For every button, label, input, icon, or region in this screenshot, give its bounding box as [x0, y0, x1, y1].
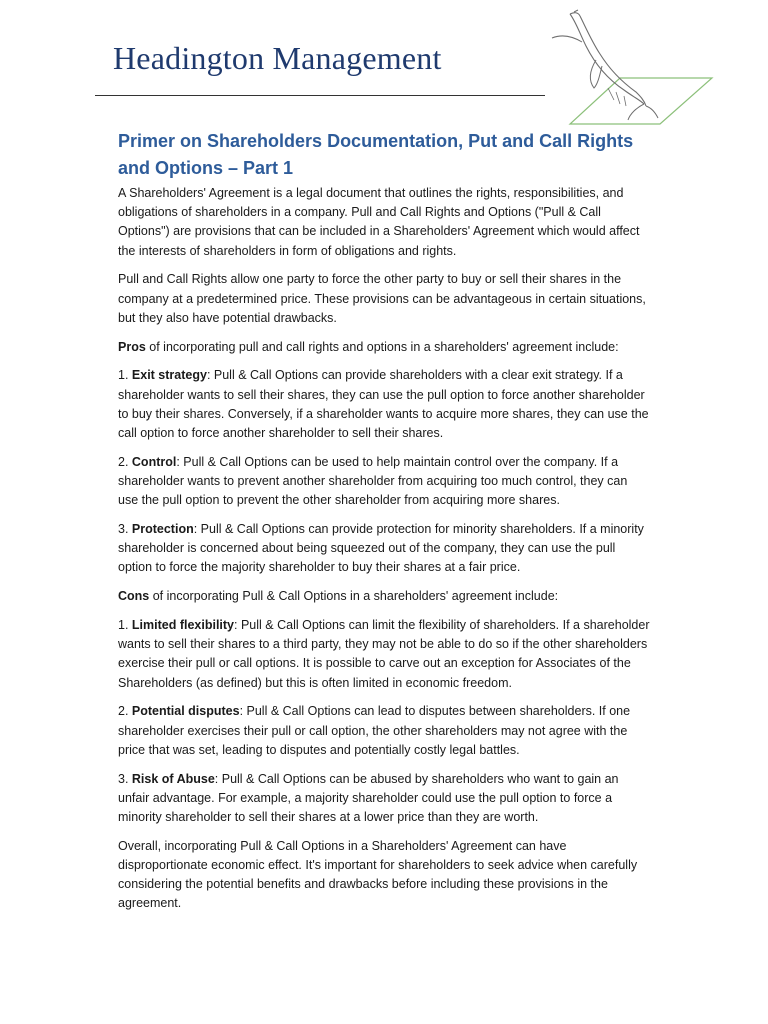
item-term: Control [131, 454, 177, 469]
pros-intro: of incorporating pull and call rights and options in a shareholders' agreement include: [145, 339, 619, 354]
intro-paragraph: A Shareholders' Agreement is a legal document that outlines the rights, responsibilities, and obligations of shareholders in a company. Pull and Call Rights and Options ("Pull & Call Options") are provisions that can be included in a Shareholders' Agreement which would affect the interests of shareholders in form of obligations and rights. [118, 186, 640, 258]
item-term: Exit strategy [131, 368, 207, 383]
item-number: 2. [118, 704, 132, 719]
item-text: : Pull & Call Options can provide protection for minority shareholders. If a minority shareholder is concerned about being squeezed out of the company, they can use the pull option to force the majority shareholder to buy their shares at a fair price. [118, 522, 644, 575]
document-title: Primer on Shareholders Documentation, Put and Call Rights and Options – Part 1 [118, 131, 634, 178]
list-item [118, 453, 650, 511]
dolphin-logo-icon [540, 8, 720, 128]
page-header [0, 0, 768, 130]
list-item [118, 366, 650, 443]
pros-label: Pros [118, 339, 146, 354]
item-term: Protection [131, 522, 194, 537]
list-item [118, 702, 650, 760]
cons-intro: of incorporating Pull & Call Options in a shareholders' agreement include: [149, 589, 559, 604]
item-term: Potential disputes [131, 704, 240, 719]
item-number: 2. [118, 454, 132, 469]
item-term: Risk of Abuse [131, 771, 215, 786]
item-number: 1. [118, 618, 132, 633]
cons-label: Cons [118, 589, 150, 604]
cons-heading [118, 587, 650, 606]
item-text: : Pull & Call Options can be used to help maintain control over the company. If a shareholder wants to prevent another shareholder from acquiring too much control, they can use the pull option to prevent the other shareholder from acquiring more shares. [118, 454, 628, 508]
list-item [118, 770, 650, 828]
item-text: : Pull & Call Options can limit the flexibility of shareholders. If a shareholder wants to sell their shares to a third party, they may not be able to do so if the other shareholders exercise their pull or call options. It is possible to carve out an exception for Associates of the Shareholders (as defined) but this is often limited in economic freedom. [118, 618, 650, 690]
item-text: : Pull & Call Options can provide shareholders with a clear exit strategy. If a shareholder wants to sell their shares, they can use the pull option to force another shareholder to buy their shares. Conversely, if a shareholder wants to acquire more shares, they can use the call option to force another shareholder to sell their shares. [118, 368, 649, 441]
item-text: : Pull & Call Options can be abused by shareholders who want to gain an unfair advantage. For example, a majority shareholder could use the pull option to force a minority shareholder to sell their shares at a lower price than they are worth. [118, 771, 619, 825]
document-body [118, 128, 650, 923]
pros-heading [118, 338, 650, 357]
header-divider [95, 95, 545, 96]
overview-paragraph: Pull and Call Rights allow one party to force the other party to buy or sell their shares in the company at a predetermined price. These provisions can be advantageous in certain situations, but they also have potential drawbacks. [118, 272, 646, 325]
item-term: Limited flexibility [131, 618, 235, 633]
brand-name: Headington Management [113, 40, 442, 76]
list-item [118, 520, 650, 578]
item-number: 3. [118, 771, 132, 786]
conclusion-paragraph: Overall, incorporating Pull & Call Options in a Shareholders' Agreement can have disproportionate economic effect. It's important for shareholders to seek advice when carefully considering the potential benefits and drawbacks before including these provisions in the agreement. [118, 838, 638, 911]
item-number: 1. [118, 368, 132, 383]
list-item [118, 616, 650, 693]
item-number: 3. [118, 522, 132, 537]
item-text: : Pull & Call Options can lead to disputes between shareholders. If one shareholder exercises their pull or call option, the other shareholders may not agree with the price that was set, leading to disputes and potentially costly legal battles. [118, 704, 631, 757]
